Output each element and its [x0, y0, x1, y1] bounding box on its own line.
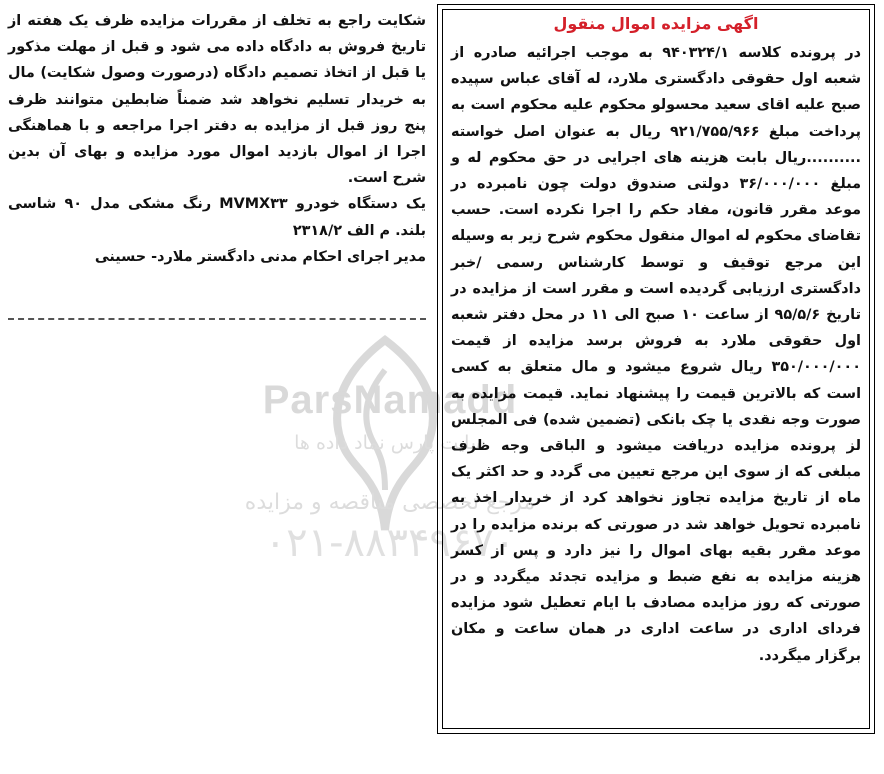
watermark-brand: ParsNamadd — [262, 378, 518, 422]
auction-notice-inner-border — [442, 9, 870, 729]
watermark-site-line: سایت پارس نماد داده ها — [294, 432, 486, 454]
notice-body — [443, 40, 869, 669]
notice-title: اگهی مزایده اموال منقول — [553, 14, 759, 33]
watermark-phone: ۰۲۱-۸۸۳۴۹۶۷۰ — [264, 520, 516, 566]
vehicle-description: یک دستگاه خودرو MVMX۳۳ رنگ مشکی مدل ۹۰ شاسی بلند. م الف ۲۳۱۸/۲ — [8, 196, 427, 239]
dashed-separator — [8, 318, 426, 320]
signature-line: مدیر اجرای احکام مدنی دادگستر ملارد- حسینی — [94, 248, 426, 265]
watermark-tagline: مرجع تخصصی مناقصه و مزایده — [244, 490, 536, 515]
auction-notice-box — [437, 4, 875, 734]
notice-body-text: در پرونده کلاسه ۹۴۰۳۲۴/۱ به موجب اجرائیه صادره از شعبه اول حقوقی دادگستری ملارد، له آقای عباس سپیده صبح علیه اقای سعید محسولو محکوم علیه محکوم است به پرداخت مبلغ ۹۲۱/۷۵۵/۹۶۶ ریال به عنوان اصل خواسته ..........ریال بابت هزینه های اجرایی در حق محکوم له و مبلغ ۳۶/۰۰۰/۰۰۰ دولتی صندوق دولت چون نامبرده در موعد مقرر قانون، مفاد حکم را اجرا نکرده است. حسب تقاضای محکوم له اموال منقول محکوم شرح زیر به وسیله این مرجع توقیف و توسط کارشناس رسمی /خبر دادگستری ارزیابی گردیده است و مقرر است از مزایده در تاریخ ۹۵/۵/۶ از ساعت ۱۰ صبح الی ۱۱ در محل دفتر شعبه اول حقوقی ملارد به فروش برسد مزایده از قیمت ۳۵۰/۰۰۰/۰۰۰ ریال شروع میشود و مال متعلق به کسی است که بالاترین قیمت را پیشنهاد نماید. قیمت مزایده به صورت وجه نقدی یا چک بانکی (تضمین شده) فی المجلس لز پرونده مزایده دریافت میشود و الباقی وجه ظرف مبلغی که از سوی این مرجع تعیین می گردد و حد اکثر یک ماه از تاریخ مزایده تجاوز نخواهد کرد از خریدار اخذ به نامبرده تحویل خواهد شد در صورتی که برنده مزایده را در موعد مقرر بقیه بهای اموال را نیز دارد و پس از کسر هزینه مزایده به نفع ضبط و مزایده تجدئد میگردد و در صورتی که روز مزایده مصادف با ایام تعطیل شود مزایده فردای اداری در ساعت اداری در همان ساعت و مکان برگزار میگردد. — [451, 45, 861, 664]
complaint-paragraph: شکایت راجع به تخلف از مقررات مزایده ظرف یک هفته از تاریخ فروش به دادگاه داده می شود و قبل از مهلت مذکور یا قبل از اتخاذ تصمیم دادگاه (درصورت وصول شکایت) مال به خریدار تسلیم نخواهد شد ضمناً ضابطین متوانند ظرف پنج روز قبل از مزایده به دفتر اجرا مراجعه و با هماهنگی اجرا از اموال بازدید اموال مورد مزایده و بهای آن بدین شرح است. — [8, 13, 426, 187]
notice-continuation-column — [8, 8, 426, 270]
